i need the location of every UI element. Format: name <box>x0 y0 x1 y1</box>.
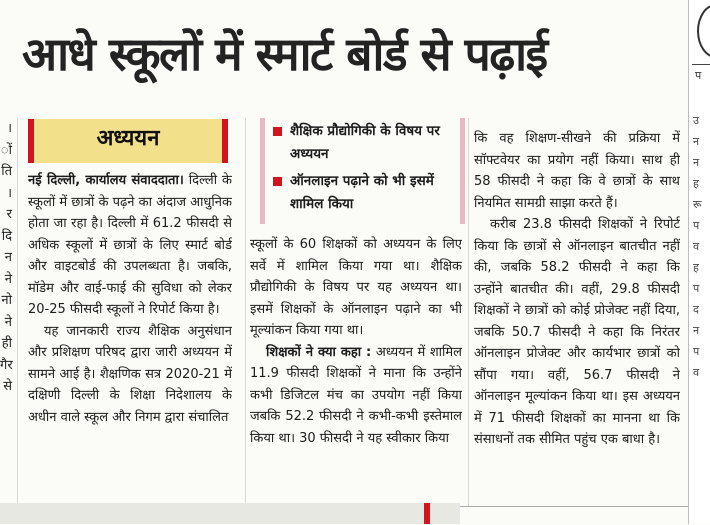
fragment-line: व <box>693 240 700 253</box>
paragraph: यह जानकारी राज्य शैक्षिक अनुसंधान और प्रशिक्षण परिषद द्वारा जारी अध्ययन में सामने आई है। शैक्षणिक सत्र 2020-21 में दक्षिणी दिल्ली के शिक्षा निदेशालय के अधीन वाले स्कूल और निगम द्वारा संचालित <box>28 323 232 425</box>
fragment-line: प <box>693 219 700 232</box>
kicker-box <box>28 119 228 163</box>
fragment-line: द <box>693 303 699 316</box>
highlight-text: ऑनलाइन पढ़ाने को भी इसमें शामिल किया <box>290 173 434 212</box>
article-column-1 <box>28 170 232 503</box>
highlight-item <box>273 170 454 216</box>
fragment-line: नो <box>1 293 12 308</box>
paragraph: करीब 23.8 फीसदी शिक्षकों ने रिपोर्ट किया कि छात्रों से ऑनलाइन बातचीत नहीं की, जबकि 58.2 फीसदी ने कहा कि उन्होंने बातचीत की। वहीं, 29.8 फीसदी शिक्षकों ने छात्रों को कोई प्रोजेक्ट नहीं दिया, जबकि 50.7 फीसदी ने कहा कि निरंतर ऑनलाइन प्रोजेक्ट और कार्यभार छात्रों को सौंपा गया। वहीं, 56.7 फीसदी ने ऑनलाइन मूल्यांकन किया था। इस अध्ययन में 71 फीसदी शिक्षकों का मानना था कि संसाधनों तक सीमित पहुंच एक बाधा है। <box>474 217 680 447</box>
fragment-line: व <box>693 366 700 379</box>
fragment-line: उ <box>693 114 700 127</box>
fragment-line: न <box>693 156 700 169</box>
square-bullet-icon <box>273 177 282 186</box>
seal-icon <box>697 4 710 58</box>
column-rule <box>245 118 246 506</box>
highlights-box <box>260 118 465 224</box>
accent-bar <box>424 503 430 524</box>
fragment-line: ही <box>1 336 12 351</box>
paragraph <box>250 342 462 450</box>
fragment-line: । <box>7 121 12 136</box>
paragraph: कि वह शिक्षण-सीखने की प्रक्रिया में सॉफ्टवेयर का प्रयोग नहीं किया। साथ ही 58 फीसदी ने कहा कि वे छात्रों के साथ नियमित सामग्री साझा करते हैं। <box>474 131 680 211</box>
fragment-line: ने <box>4 314 12 330</box>
fragment-line: ह <box>693 261 699 274</box>
paragraph: स्कूलों के 60 शिक्षकों को अध्ययन के लिए सर्वे में शामिल किया गया था। शैक्षिक प्रौद्योगिकी के विषय पर यह अध्ययन था। इसमें शिक्षकों के ऑनलाइन पढ़ाने का भी मूल्यांकन किया गया था। <box>250 237 462 338</box>
column-rule <box>17 118 18 506</box>
article-column-2 <box>250 234 462 504</box>
headline: आधे स्कूलों में स्मार्ट बोर्ड से पढ़ाई <box>22 27 547 81</box>
square-bullet-icon <box>273 127 282 136</box>
highlight-item <box>273 120 454 166</box>
adjacent-text-fragments <box>693 110 709 383</box>
fragment-line: गैर <box>0 357 13 373</box>
fragment-line: ों <box>0 142 12 158</box>
adjacent-heading-fragment: प <box>695 69 702 82</box>
fragment-line: से <box>3 379 12 394</box>
divider <box>692 64 710 65</box>
divider <box>460 506 688 525</box>
fragment-line: । <box>7 185 12 201</box>
paragraph-text: अध्ययन में शामिल 11.9 फीसदी शिक्षकों ने माना कि उन्होंने कभी डिजिटल मंच का उपयोग नहीं किया जबकि 52.2 फीसदी ने कभी-कभी इस्तेमाल किया था। 30 फीसदी ने यह स्वीकार किया <box>250 344 462 446</box>
highlight-text: शैक्षिक प्रौद्योगिकी के विषय पर अध्ययन <box>290 123 440 162</box>
subheading: शिक्षकों ने क्या कहा : <box>266 344 372 360</box>
fragment-line: प <box>693 282 700 295</box>
article-column-3 <box>474 128 680 504</box>
paragraph-text: दिल्ली के स्कूलों में छात्रों के पढ़ने का अंदाज आधुनिक होता जा रहा है। दिल्ली में 61.2 फीसदी से अधिक स्कूलों में छात्रों के लिए स्मार्ट बोर्ड और वाइटबोर्ड की उपलब्धता है। जबकि, मॉडेम और वाई-फाई की सुविधा को लेकर 20-25 फीसदी स्कूलों ने रिपोर्ट किया है। <box>28 173 232 317</box>
fragment-line: न <box>693 324 700 337</box>
next-headline-strip <box>0 503 460 524</box>
fragment-line: न <box>4 250 12 265</box>
fragment-line: र <box>6 207 12 222</box>
fragment-line: ह <box>693 177 699 190</box>
fragment-line: न <box>693 135 700 148</box>
fragment-line: ने <box>4 271 12 287</box>
column-rule <box>468 118 469 506</box>
fragment-line: प <box>693 345 700 358</box>
byline: नई दिल्ली, कार्यालय संवाददाता। <box>28 173 184 188</box>
paragraph <box>28 170 232 321</box>
fragment-line: ति <box>1 164 12 179</box>
fragment-line: रू <box>693 198 702 211</box>
fragment-line: दि <box>1 228 12 244</box>
kicker: अध्ययन <box>96 126 160 151</box>
adjacent-column-fragment <box>0 118 14 503</box>
